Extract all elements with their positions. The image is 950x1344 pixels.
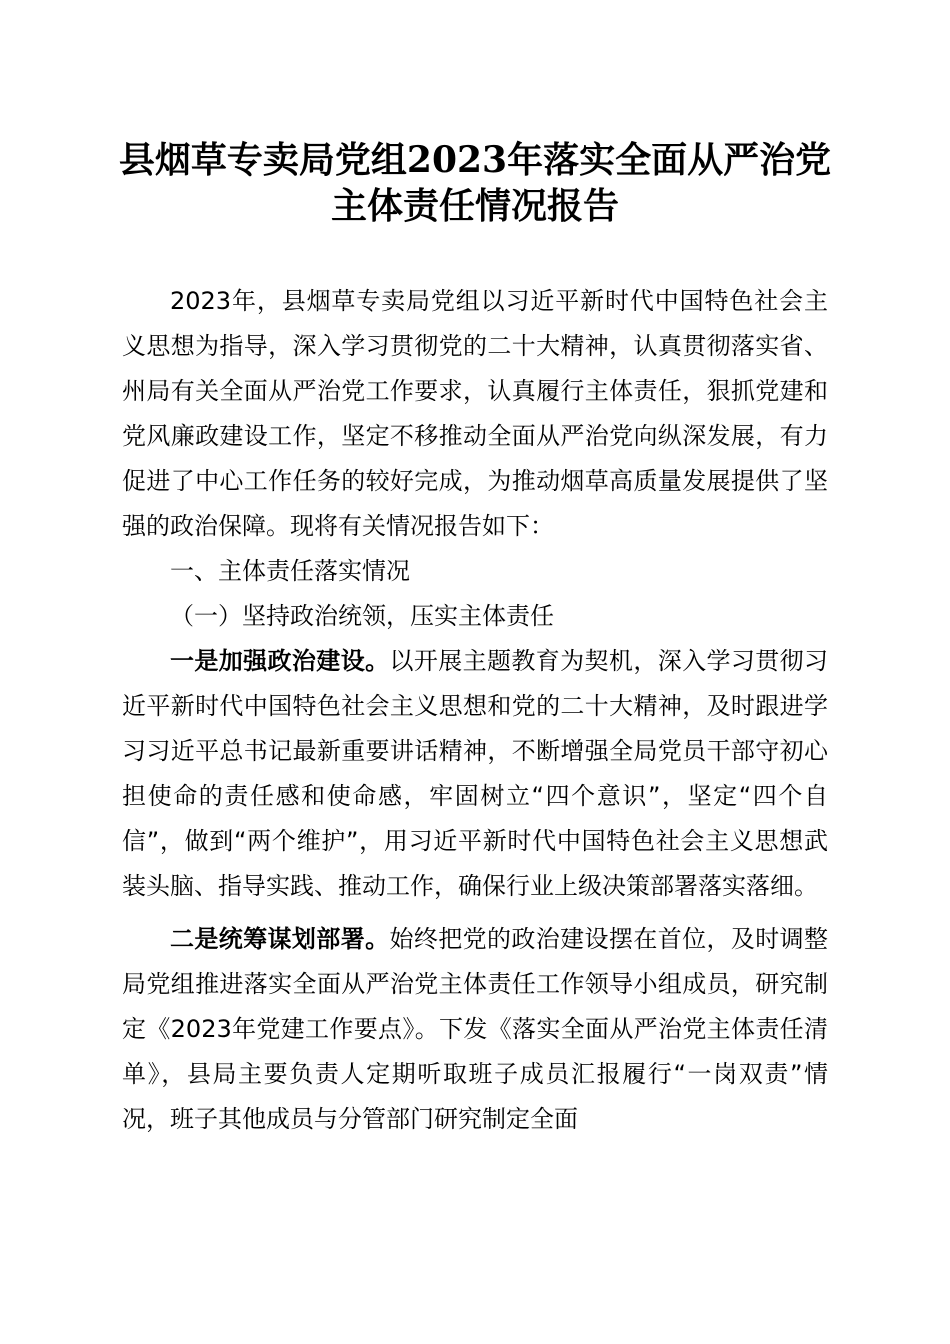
intro-paragraph: 2023年，县烟草专卖局党组以习近平新时代中国特色社会主义思想为指导，深入学习贯彻党的二十大精神，认真贯彻落实省、州局有关全面从严治党工作要求，认真履行主体责任，狠抓党建和党风廉政建设工作，坚定不移推动全面从严治党向纵深发展，有力促进了中心工作任务的较好完成，为推动烟草高质量发展提供了坚强的政治保障。现将有关情况报告如下： [122,287,828,540]
document-title-line-2: 主体责任情况报告 [330,185,619,227]
document-title-line-1: 县烟草专卖局党组2023年落实全面从严治党 [118,139,832,181]
section-heading-1: 一、主体责任落实情况 [170,557,410,585]
subsection-heading-1: （一）坚持政治统领，压实主体责任 [170,602,554,630]
point-2-text: 始终把党的政治建设摆在首位，及时调整局党组推进落实全面从严治党主体责任工作领导小组成员，研究制定《2023年党建工作要点》。下发《落实全面从严治党主体责任清单》，县局主要负责人定期听取班子成员汇报履行“一岗双责”情况，班子其他成员与分管部门研究制定全面 [122,925,829,1133]
document-body [122,279,828,1142]
point-1-lead: 一是加强政治建设。 [170,647,390,675]
paragraph-gap [122,909,828,917]
point-1-text: 以开展主题教育为契机，深入学习贯彻习近平新时代中国特色社会主义思想和党的二十大精神，及时跟进学习习近平总书记最新重要讲话精神，不断增强全局党员干部守初心担使命的责任感和使命感，牢固树立“四个意识”，坚定“四个自信”，做到“两个维护”，用习近平新时代中国特色社会主义思想武装头脑、指导实践、推动工作，确保行业上级决策部署落实落细。 [122,647,829,900]
point-paragraph-2 [122,917,828,1142]
point-2-lead: 二是统筹谋划部署。 [170,925,390,953]
point-paragraph-1 [122,639,828,909]
